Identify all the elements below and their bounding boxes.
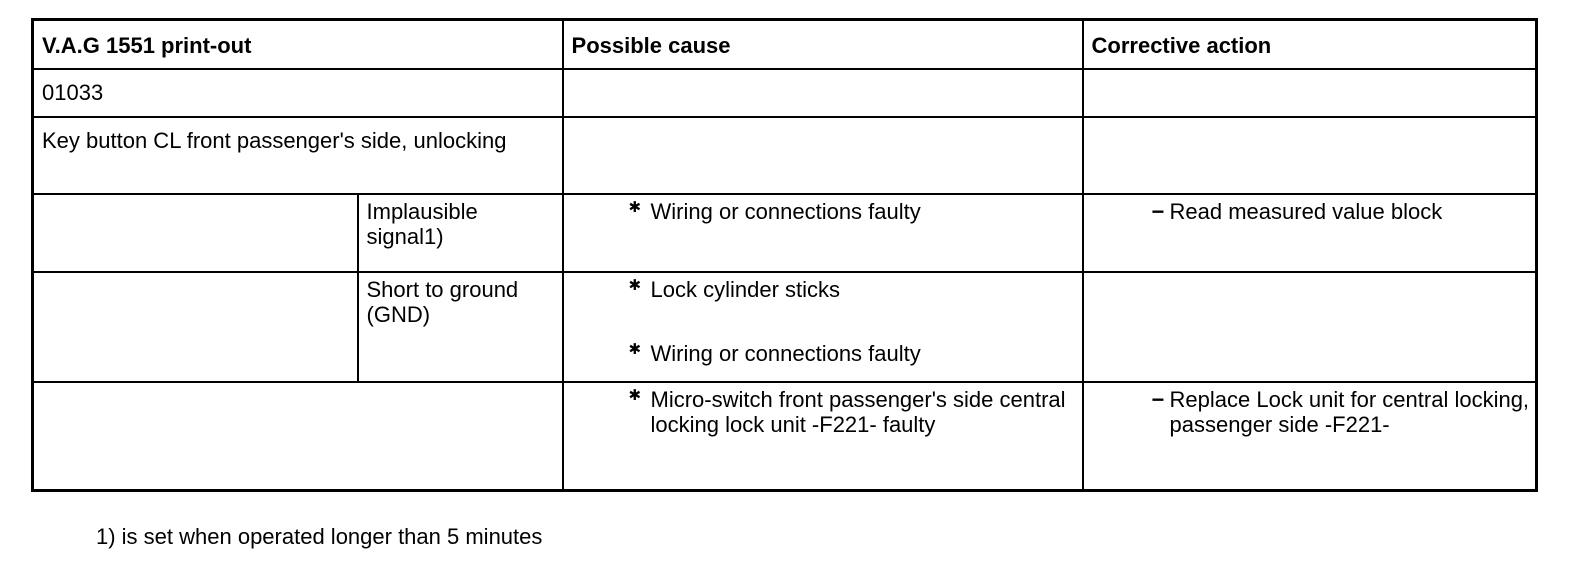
fault-mode: Implausible signal1) bbox=[358, 194, 563, 272]
empty-cell bbox=[33, 194, 358, 272]
cause-item bbox=[564, 195, 1082, 224]
fault-code: 01033 bbox=[33, 69, 563, 117]
action-text: Replace Lock unit for central locking, passenger side -F221- bbox=[1169, 386, 1530, 437]
cause-item bbox=[564, 273, 1082, 302]
bullet-icon: ✱ bbox=[628, 198, 642, 216]
cause-text: Lock cylinder sticks bbox=[650, 276, 841, 302]
dash-icon: − bbox=[1151, 198, 1165, 224]
empty-cell bbox=[1083, 117, 1537, 194]
cause-cell bbox=[563, 194, 1083, 272]
bullet-icon: ✱ bbox=[628, 276, 642, 294]
cause-text: Micro-switch front passenger's side central locking lock unit -F221- faulty bbox=[650, 386, 1066, 437]
cause-text: Wiring or connections faulty bbox=[650, 340, 921, 366]
table-row bbox=[33, 194, 1537, 272]
action-item bbox=[1084, 195, 1536, 224]
cause-cell bbox=[563, 272, 1083, 382]
fault-description-row bbox=[33, 117, 1537, 194]
cause-text: Wiring or connections faulty bbox=[650, 198, 921, 224]
bullet-icon: ✱ bbox=[628, 386, 642, 404]
cause-item bbox=[564, 383, 1082, 437]
header-possible-cause: Possible cause bbox=[563, 20, 1083, 69]
cause-cell bbox=[563, 382, 1083, 491]
fault-description: Key button CL front passenger's side, unlocking bbox=[33, 117, 563, 194]
action-cell bbox=[1083, 382, 1537, 491]
action-item bbox=[1084, 383, 1536, 437]
cause-item bbox=[564, 337, 1082, 366]
empty-cell bbox=[1083, 272, 1537, 382]
empty-cell bbox=[1083, 69, 1537, 117]
footnote: 1) is set when operated longer than 5 minutes bbox=[96, 524, 543, 549]
header-printout: V.A.G 1551 print-out bbox=[33, 20, 563, 69]
fault-table bbox=[31, 18, 1538, 492]
bullet-icon: ✱ bbox=[628, 340, 642, 358]
fault-code-row bbox=[33, 69, 1537, 117]
empty-cell bbox=[563, 69, 1083, 117]
header-corrective-action: Corrective action bbox=[1083, 20, 1537, 69]
empty-cell bbox=[33, 382, 563, 491]
fault-mode: Short to ground (GND) bbox=[358, 272, 563, 382]
empty-cell bbox=[563, 117, 1083, 194]
action-text: Read measured value block bbox=[1169, 198, 1443, 224]
table-row bbox=[33, 272, 1537, 382]
action-cell bbox=[1083, 194, 1537, 272]
header-row bbox=[33, 20, 1537, 69]
dash-icon: − bbox=[1151, 386, 1165, 412]
empty-cell bbox=[33, 272, 358, 382]
table-row bbox=[33, 382, 1537, 491]
